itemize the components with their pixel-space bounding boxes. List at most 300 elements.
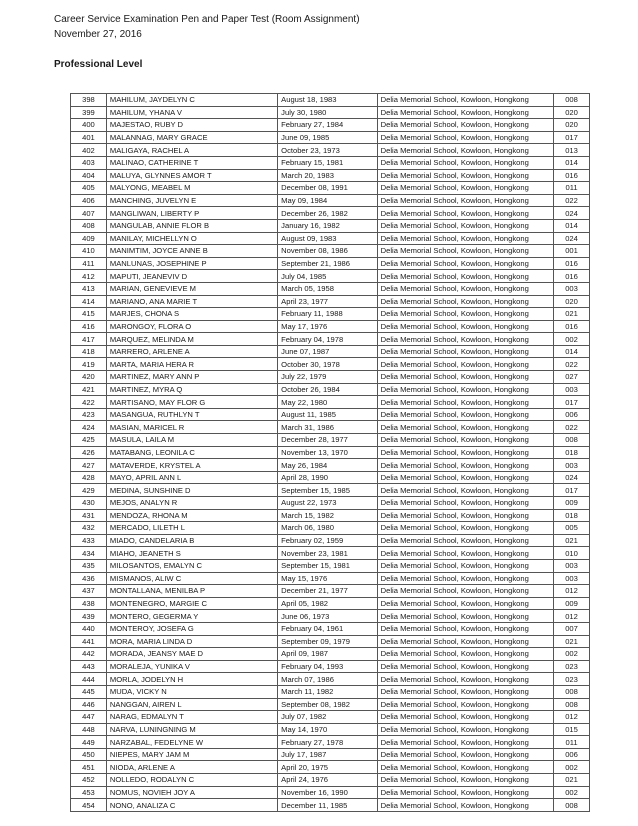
birth-date-cell: May 09, 1984 [278,194,377,207]
birth-date-cell: November 23, 1981 [278,547,377,560]
venue-cell: Delia Memorial School, Kowloon, Hongkong [377,648,553,661]
examinee-name-cell: MARTA, MARIA HERA R [106,358,277,371]
venue-cell: Delia Memorial School, Kowloon, Hongkong [377,547,553,560]
examinee-name-cell: MANCHING, JUVELYN E [106,194,277,207]
venue-cell: Delia Memorial School, Kowloon, Hongkong [377,799,553,812]
venue-cell: Delia Memorial School, Kowloon, Hongkong [377,169,553,182]
row-number-cell: 433 [71,534,107,547]
room-number-cell: 008 [554,685,590,698]
birth-date-cell: April 28, 1990 [278,471,377,484]
room-number-cell: 002 [554,333,590,346]
venue-cell: Delia Memorial School, Kowloon, Hongkong [377,635,553,648]
birth-date-cell: August 18, 1983 [278,94,377,107]
venue-cell: Delia Memorial School, Kowloon, Hongkong [377,497,553,510]
examinee-name-cell: MARQUEZ, MELINDA M [106,333,277,346]
table-row [71,736,590,749]
examinee-name-cell: MALYONG, MEABEL M [106,182,277,195]
table-body [71,94,590,812]
table-row [71,94,590,107]
table-row [71,534,590,547]
table-row [71,282,590,295]
examinee-name-cell: MASIAN, MARICEL R [106,421,277,434]
room-number-cell: 027 [554,371,590,384]
row-number-cell: 450 [71,748,107,761]
row-number-cell: 437 [71,585,107,598]
room-number-cell: 022 [554,421,590,434]
birth-date-cell: December 28, 1977 [278,434,377,447]
exam-date: November 27, 2016 [54,29,142,40]
table-row [71,799,590,812]
row-number-cell: 424 [71,421,107,434]
birth-date-cell: April 23, 1977 [278,295,377,308]
venue-cell: Delia Memorial School, Kowloon, Hongkong [377,711,553,724]
examinee-name-cell: MATABANG, LEONILA C [106,446,277,459]
table-row [71,698,590,711]
table-row [71,471,590,484]
examinee-name-cell: MUDA, VICKY N [106,685,277,698]
examinee-name-cell: NARVA, LUNINGNING M [106,723,277,736]
room-number-cell: 022 [554,358,590,371]
table-row [71,648,590,661]
room-number-cell: 007 [554,622,590,635]
venue-cell: Delia Memorial School, Kowloon, Hongkong [377,559,553,572]
examinee-name-cell: NARAG, EDMALYN T [106,711,277,724]
venue-cell: Delia Memorial School, Kowloon, Hongkong [377,194,553,207]
birth-date-cell: February 27, 1984 [278,119,377,132]
room-number-cell: 003 [554,383,590,396]
room-number-cell: 024 [554,232,590,245]
birth-date-cell: September 21, 1986 [278,257,377,270]
venue-cell: Delia Memorial School, Kowloon, Hongkong [377,484,553,497]
birth-date-cell: March 07, 1986 [278,673,377,686]
table-row [71,131,590,144]
room-number-cell: 022 [554,194,590,207]
room-number-cell: 009 [554,597,590,610]
room-number-cell: 008 [554,799,590,812]
examinee-name-cell: MARTINEZ, MYRA Q [106,383,277,396]
room-number-cell: 002 [554,761,590,774]
room-number-cell: 015 [554,723,590,736]
room-number-cell: 021 [554,308,590,321]
row-number-cell: 411 [71,257,107,270]
venue-cell: Delia Memorial School, Kowloon, Hongkong [377,232,553,245]
table-row [71,358,590,371]
table-row [71,597,590,610]
table-row [71,585,590,598]
birth-date-cell: October 23, 1973 [278,144,377,157]
venue-cell: Delia Memorial School, Kowloon, Hongkong [377,396,553,409]
birth-date-cell: November 08, 1986 [278,245,377,258]
examinee-name-cell: MANGULAB, ANNIE FLOR B [106,219,277,232]
row-number-cell: 451 [71,761,107,774]
room-number-cell: 005 [554,522,590,535]
table-row [71,333,590,346]
table-row [71,245,590,258]
room-number-cell: 012 [554,585,590,598]
birth-date-cell: December 11, 1985 [278,799,377,812]
row-number-cell: 446 [71,698,107,711]
birth-date-cell: July 30, 1980 [278,106,377,119]
examinee-name-cell: MALIGAYA, RACHEL A [106,144,277,157]
table-row [71,232,590,245]
birth-date-cell: August 09, 1983 [278,232,377,245]
row-number-cell: 398 [71,94,107,107]
venue-cell: Delia Memorial School, Kowloon, Hongkong [377,610,553,623]
examinee-name-cell: MORA, MARIA LINDA D [106,635,277,648]
document-header [54,12,360,42]
examinee-name-cell: MANLUNAS, JOSEPHINE P [106,257,277,270]
table-row [71,434,590,447]
table-row [71,119,590,132]
birth-date-cell: June 06, 1973 [278,610,377,623]
room-number-cell: 008 [554,434,590,447]
examinee-name-cell: MAPUTI, JEANEVIV D [106,270,277,283]
venue-cell: Delia Memorial School, Kowloon, Hongkong [377,660,553,673]
table-row [71,182,590,195]
birth-date-cell: May 17, 1976 [278,320,377,333]
examinee-name-cell: MORADA, JEANSY MAE D [106,648,277,661]
table-row [71,446,590,459]
row-number-cell: 399 [71,106,107,119]
room-number-cell: 017 [554,396,590,409]
table-row [71,408,590,421]
examinee-name-cell: MALUYA, GLYNNES AMOR T [106,169,277,182]
room-number-cell: 014 [554,156,590,169]
table-row [71,219,590,232]
birth-date-cell: February 15, 1981 [278,156,377,169]
room-assignment-table [70,93,590,812]
venue-cell: Delia Memorial School, Kowloon, Hongkong [377,748,553,761]
venue-cell: Delia Memorial School, Kowloon, Hongkong [377,774,553,787]
level-heading: Professional Level [54,59,143,70]
row-number-cell: 423 [71,408,107,421]
row-number-cell: 431 [71,509,107,522]
examinee-name-cell: MORALEJA, YUNIKA V [106,660,277,673]
table-row [71,421,590,434]
examinee-name-cell: MIAHO, JEANETH S [106,547,277,560]
table-row [71,723,590,736]
examinee-name-cell: MAJESTAO, RUBY D [106,119,277,132]
table-row [71,169,590,182]
birth-date-cell: August 22, 1973 [278,497,377,510]
row-number-cell: 440 [71,622,107,635]
room-number-cell: 003 [554,559,590,572]
examinee-name-cell: MONTALLANA, MENILBA P [106,585,277,598]
row-number-cell: 408 [71,219,107,232]
examinee-name-cell: MARTINEZ, MARY ANN P [106,371,277,384]
birth-date-cell: December 21, 1977 [278,585,377,598]
examinee-name-cell: MERCADO, LILETH L [106,522,277,535]
examinee-name-cell: MILOSANTOS, EMALYN C [106,559,277,572]
venue-cell: Delia Memorial School, Kowloon, Hongkong [377,786,553,799]
room-number-cell: 018 [554,446,590,459]
examinee-name-cell: MIADO, CANDELARIA B [106,534,277,547]
birth-date-cell: March 11, 1982 [278,685,377,698]
row-number-cell: 434 [71,547,107,560]
row-number-cell: 426 [71,446,107,459]
table-row [71,156,590,169]
examinee-name-cell: NOMUS, NOVIEH JOY A [106,786,277,799]
venue-cell: Delia Memorial School, Kowloon, Hongkong [377,320,553,333]
room-number-cell: 012 [554,610,590,623]
row-number-cell: 454 [71,799,107,812]
row-number-cell: 416 [71,320,107,333]
examinee-name-cell: MONTEROY, JOSEFA G [106,622,277,635]
birth-date-cell: April 24, 1976 [278,774,377,787]
examinee-name-cell: MARRERO, ARLENE A [106,345,277,358]
room-number-cell: 003 [554,282,590,295]
examinee-name-cell: MARIAN, GENEVIEVE M [106,282,277,295]
row-number-cell: 401 [71,131,107,144]
examinee-name-cell: MALINAO, CATHERINE T [106,156,277,169]
row-number-cell: 449 [71,736,107,749]
examinee-name-cell: MEDINA, SUNSHINE D [106,484,277,497]
room-number-cell: 016 [554,270,590,283]
birth-date-cell: October 26, 1984 [278,383,377,396]
venue-cell: Delia Memorial School, Kowloon, Hongkong [377,471,553,484]
row-number-cell: 441 [71,635,107,648]
row-number-cell: 448 [71,723,107,736]
row-number-cell: 439 [71,610,107,623]
row-number-cell: 429 [71,484,107,497]
room-number-cell: 002 [554,648,590,661]
birth-date-cell: December 08, 1991 [278,182,377,195]
table-row [71,371,590,384]
birth-date-cell: February 04, 1961 [278,622,377,635]
examinee-name-cell: MAHILUM, JAYDELYN C [106,94,277,107]
table-row [71,459,590,472]
row-number-cell: 404 [71,169,107,182]
room-number-cell: 009 [554,497,590,510]
birth-date-cell: July 07, 1982 [278,711,377,724]
examinee-name-cell: MEJOS, ANALYN R [106,497,277,510]
birth-date-cell: March 31, 1986 [278,421,377,434]
birth-date-cell: February 27, 1978 [278,736,377,749]
table-row [71,345,590,358]
examinee-name-cell: MONTENEGRO, MARGIE C [106,597,277,610]
table-row [71,509,590,522]
examinee-name-cell: MARTISANO, MAY FLOR G [106,396,277,409]
row-number-cell: 415 [71,308,107,321]
birth-date-cell: November 13, 1970 [278,446,377,459]
venue-cell: Delia Memorial School, Kowloon, Hongkong [377,119,553,132]
room-number-cell: 020 [554,106,590,119]
examinee-name-cell: MENDOZA, RHONA M [106,509,277,522]
venue-cell: Delia Memorial School, Kowloon, Hongkong [377,333,553,346]
birth-date-cell: January 16, 1982 [278,219,377,232]
room-number-cell: 020 [554,295,590,308]
table-row [71,786,590,799]
birth-date-cell: July 17, 1987 [278,748,377,761]
table-row [71,547,590,560]
table-row [71,270,590,283]
table-row [71,396,590,409]
venue-cell: Delia Memorial School, Kowloon, Hongkong [377,572,553,585]
birth-date-cell: September 15, 1985 [278,484,377,497]
birth-date-cell: March 06, 1980 [278,522,377,535]
venue-cell: Delia Memorial School, Kowloon, Hongkong [377,421,553,434]
room-number-cell: 021 [554,774,590,787]
room-number-cell: 002 [554,786,590,799]
birth-date-cell: May 15, 1976 [278,572,377,585]
examinee-name-cell: NANGGAN, AIREN L [106,698,277,711]
room-number-cell: 018 [554,509,590,522]
venue-cell: Delia Memorial School, Kowloon, Hongkong [377,295,553,308]
examinee-name-cell: NONO, ANALIZA C [106,799,277,812]
birth-date-cell: April 20, 1975 [278,761,377,774]
examinee-name-cell: MATAVERDE, KRYSTEL A [106,459,277,472]
row-number-cell: 427 [71,459,107,472]
table-row [71,257,590,270]
table-row [71,685,590,698]
examinee-name-cell: MAHILUM, YHANA V [106,106,277,119]
row-number-cell: 438 [71,597,107,610]
row-number-cell: 400 [71,119,107,132]
venue-cell: Delia Memorial School, Kowloon, Hongkong [377,383,553,396]
row-number-cell: 442 [71,648,107,661]
row-number-cell: 432 [71,522,107,535]
birth-date-cell: March 05, 1958 [278,282,377,295]
room-number-cell: 008 [554,698,590,711]
row-number-cell: 410 [71,245,107,258]
venue-cell: Delia Memorial School, Kowloon, Hongkong [377,156,553,169]
venue-cell: Delia Memorial School, Kowloon, Hongkong [377,257,553,270]
room-number-cell: 011 [554,182,590,195]
table-row [71,610,590,623]
room-number-cell: 012 [554,711,590,724]
table-row [71,572,590,585]
table-row [71,635,590,648]
venue-cell: Delia Memorial School, Kowloon, Hongkong [377,308,553,321]
row-number-cell: 453 [71,786,107,799]
table-row [71,194,590,207]
row-number-cell: 452 [71,774,107,787]
venue-cell: Delia Memorial School, Kowloon, Hongkong [377,270,553,283]
examinee-name-cell: MASULA, LAILA M [106,434,277,447]
room-number-cell: 014 [554,219,590,232]
row-number-cell: 419 [71,358,107,371]
birth-date-cell: June 07, 1987 [278,345,377,358]
birth-date-cell: August 11, 1985 [278,408,377,421]
row-number-cell: 445 [71,685,107,698]
room-number-cell: 017 [554,131,590,144]
table-row [71,383,590,396]
venue-cell: Delia Memorial School, Kowloon, Hongkong [377,698,553,711]
examinee-name-cell: MORLA, JODELYN H [106,673,277,686]
table-row [71,660,590,673]
row-number-cell: 402 [71,144,107,157]
birth-date-cell: April 09, 1987 [278,648,377,661]
room-number-cell: 003 [554,459,590,472]
venue-cell: Delia Memorial School, Kowloon, Hongkong [377,144,553,157]
venue-cell: Delia Memorial School, Kowloon, Hongkong [377,736,553,749]
birth-date-cell: June 09, 1985 [278,131,377,144]
table-row [71,711,590,724]
birth-date-cell: December 26, 1982 [278,207,377,220]
examinee-name-cell: MASANGUA, RUTHLYN T [106,408,277,421]
row-number-cell: 420 [71,371,107,384]
examinee-name-cell: MANIMTIM, JOYCE ANNE B [106,245,277,258]
venue-cell: Delia Memorial School, Kowloon, Hongkong [377,182,553,195]
room-number-cell: 010 [554,547,590,560]
room-number-cell: 023 [554,673,590,686]
room-number-cell: 013 [554,144,590,157]
birth-date-cell: March 20, 1983 [278,169,377,182]
venue-cell: Delia Memorial School, Kowloon, Hongkong [377,459,553,472]
venue-cell: Delia Memorial School, Kowloon, Hongkong [377,597,553,610]
table-row [71,673,590,686]
examinee-name-cell: MAYO, APRIL ANN L [106,471,277,484]
examinee-name-cell: NOLLEDO, RODALYN C [106,774,277,787]
venue-cell: Delia Memorial School, Kowloon, Hongkong [377,761,553,774]
venue-cell: Delia Memorial School, Kowloon, Hongkong [377,408,553,421]
examinee-name-cell: MALANNAG, MARY GRACE [106,131,277,144]
birth-date-cell: September 09, 1979 [278,635,377,648]
venue-cell: Delia Memorial School, Kowloon, Hongkong [377,585,553,598]
room-number-cell: 017 [554,484,590,497]
row-number-cell: 412 [71,270,107,283]
venue-cell: Delia Memorial School, Kowloon, Hongkong [377,282,553,295]
table-row [71,774,590,787]
room-number-cell: 024 [554,207,590,220]
venue-cell: Delia Memorial School, Kowloon, Hongkong [377,434,553,447]
room-number-cell: 023 [554,660,590,673]
examinee-name-cell: NARZABAL, FEDELYNE W [106,736,277,749]
venue-cell: Delia Memorial School, Kowloon, Hongkong [377,131,553,144]
table-row [71,308,590,321]
examinee-name-cell: MANGLIWAN, LIBERTY P [106,207,277,220]
birth-date-cell: September 08, 1982 [278,698,377,711]
examinee-name-cell: NIEPES, MARY JAM M [106,748,277,761]
row-number-cell: 421 [71,383,107,396]
examinee-name-cell: MANILAY, MICHELLYN O [106,232,277,245]
venue-cell: Delia Memorial School, Kowloon, Hongkong [377,345,553,358]
birth-date-cell: July 22, 1979 [278,371,377,384]
birth-date-cell: May 22, 1980 [278,396,377,409]
venue-cell: Delia Memorial School, Kowloon, Hongkong [377,371,553,384]
birth-date-cell: July 04, 1985 [278,270,377,283]
table-row [71,144,590,157]
row-number-cell: 417 [71,333,107,346]
table-row [71,497,590,510]
row-number-cell: 443 [71,660,107,673]
table-row [71,748,590,761]
birth-date-cell: May 26, 1984 [278,459,377,472]
room-number-cell: 024 [554,471,590,484]
birth-date-cell: February 04, 1993 [278,660,377,673]
room-number-cell: 016 [554,320,590,333]
venue-cell: Delia Memorial School, Kowloon, Hongkong [377,685,553,698]
birth-date-cell: April 05, 1982 [278,597,377,610]
row-number-cell: 403 [71,156,107,169]
examinee-name-cell: MONTERO, GEGERMA Y [106,610,277,623]
examinee-name-cell: MISMANOS, ALIW C [106,572,277,585]
venue-cell: Delia Memorial School, Kowloon, Hongkong [377,219,553,232]
table-row [71,295,590,308]
table-row [71,622,590,635]
venue-cell: Delia Memorial School, Kowloon, Hongkong [377,446,553,459]
birth-date-cell: September 15, 1981 [278,559,377,572]
birth-date-cell: February 11, 1988 [278,308,377,321]
row-number-cell: 418 [71,345,107,358]
room-number-cell: 021 [554,534,590,547]
room-number-cell: 001 [554,245,590,258]
room-number-cell: 006 [554,408,590,421]
birth-date-cell: March 15, 1982 [278,509,377,522]
examinee-name-cell: MARJES, CHONA S [106,308,277,321]
venue-cell: Delia Memorial School, Kowloon, Hongkong [377,723,553,736]
venue-cell: Delia Memorial School, Kowloon, Hongkong [377,94,553,107]
